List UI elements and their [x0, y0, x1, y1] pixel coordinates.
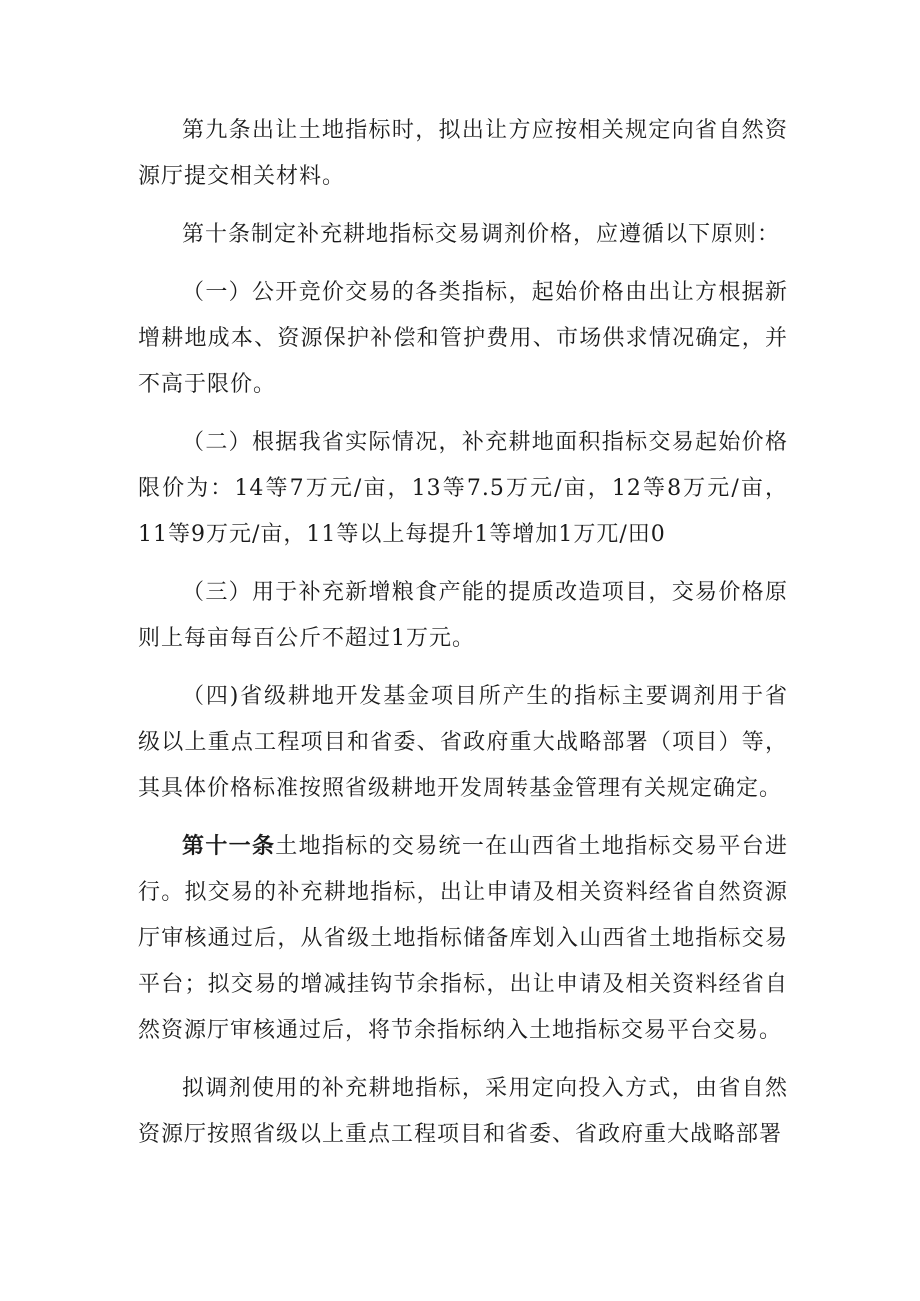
- paragraph-text: （四)省级耕地开发基金项目所产生的指标主要调剂用于省级以上重点工程项目和省委、省政府重大战略部署（项目）等，其具体价格标准按照省级耕地开发周转基金管理有关规定确定。: [138, 684, 788, 801]
- article-heading: 第十一条: [182, 834, 276, 859]
- paragraph-item-1: [138, 270, 788, 408]
- paragraph-article-9: [138, 108, 788, 200]
- paragraph-item-2: [138, 420, 788, 558]
- paragraph-text: （三）用于补充新增粮食产能的提质改造项目，交易价格原则上每亩每百公斤不超过1万元。: [138, 580, 788, 651]
- paragraph-allocation: [138, 1066, 788, 1158]
- paragraph-text: （一）公开竞价交易的各类指标，起始价格由出让方根据新增耕地成本、资源保护补偿和管护费用、市场供求情况确定，并不高于限价。: [138, 280, 788, 397]
- paragraph-item-3: [138, 570, 788, 662]
- paragraph-text: 第九条出让土地指标时，拟出让方应按相关规定向省自然资源厅提交相关材料。: [138, 118, 788, 189]
- paragraph-text: 第十条制定补充耕地指标交易调剂价格，应遵循以下原则：: [182, 222, 781, 247]
- paragraph-item-4: [138, 674, 788, 812]
- paragraph-text: 土地指标的交易统一在山西省土地指标交易平台进行。拟交易的补充耕地指标，出让申请及相关资料经省自然资源厅审核通过后，从省级土地指标储备库划入山西省土地指标交易平台；拟交易的增减挂钩节余指标，出让申请及相关资料经省自然资源厅审核通过后，将节余指标纳入土地指标交易平台交易。: [138, 834, 788, 1043]
- paragraph-text: （二）根据我省实际情况，补充耕地面积指标交易起始价格限价为：14等7万元/亩，13等7.5万元/亩，12等8万元/亩，11等9万元/亩，11等以上每提升1等增加1万兀/田0: [138, 430, 788, 547]
- paragraph-text: 拟调剂使用的补充耕地指标，采用定向投入方式，由省自然资源厅按照省级以上重点工程项目和省委、省政府重大战略部署: [138, 1076, 788, 1147]
- paragraph-article-11: [138, 824, 788, 1054]
- document-body: [138, 108, 788, 1170]
- paragraph-article-10: [138, 212, 788, 258]
